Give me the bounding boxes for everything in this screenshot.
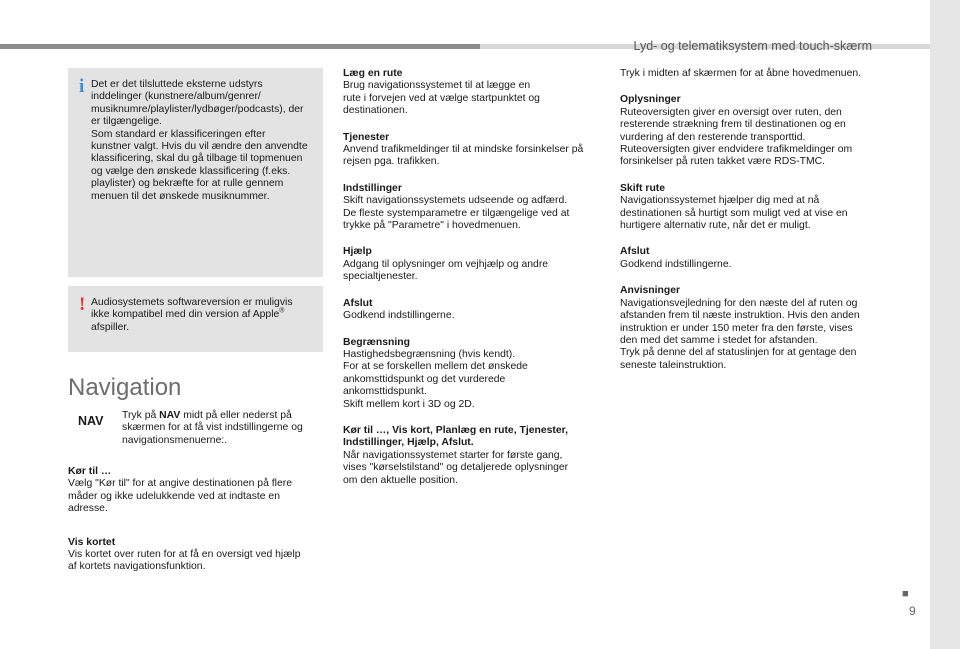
header-rule-dark — [0, 44, 480, 49]
info-line: er tilgængelige. — [91, 116, 163, 128]
section-heading: Vis kortet — [68, 536, 116, 548]
section-tjenester — [343, 132, 605, 169]
running-header: Lyd- og telematiksystem med touch-skærm — [633, 39, 872, 53]
registered-mark: ® — [279, 307, 285, 315]
body-line: trykke på "Parametre" i hovedmenuen. — [343, 220, 521, 232]
section-heading: Oplysninger — [620, 94, 681, 106]
section-heading: Tjenester — [343, 131, 390, 143]
body-line: adresse. — [68, 503, 108, 515]
nav-intro-bold: NAV — [159, 410, 181, 421]
section-heading: Kør til … — [68, 466, 112, 477]
section-title: Navigation — [68, 374, 182, 401]
body-line: specialtjenester. — [343, 271, 418, 283]
nav-intro-post: midt på eller nederst på — [180, 410, 292, 421]
column-middle — [343, 68, 605, 501]
body-line: ankomsttidspunkt og det vurderede — [343, 373, 506, 385]
section-heading: Hjælp — [343, 246, 372, 258]
nav-intro-line: skærmen for at få vist indstillingerne og — [122, 422, 303, 434]
nav-intro-line — [122, 410, 322, 422]
warning-line — [91, 309, 317, 321]
body-line: Ruteoversigten giver en oversigt over ruten, den — [620, 106, 842, 118]
body-line: af kortets navigationsfunktion. — [68, 561, 206, 573]
section-startup — [343, 425, 605, 487]
body-line: vurdering af den resterende transporttid. — [620, 131, 806, 143]
body-line: Skift navigationssystemets udseende og adfærd. — [343, 195, 568, 207]
body-line: ankomsttidspunkt. — [343, 386, 427, 398]
body-line: Tryk på denne del af statuslinjen for at gentage den — [620, 347, 857, 359]
body-line: Hastighedsbegrænsning (hvis kendt). — [343, 348, 516, 360]
body-line: Navigationssystemet hjælper dig med at nå — [620, 195, 820, 207]
warning-text — [91, 297, 317, 334]
body-line: resterende strækning frem til destinationen og en — [620, 119, 846, 131]
section-koer-til — [68, 466, 323, 516]
section-main-menu — [620, 68, 885, 80]
info-box — [68, 68, 323, 277]
section-skift-rute — [620, 183, 885, 233]
body-line: Brug navigationssystemet til at lægge en — [343, 80, 531, 92]
info-line: Det er det tilsluttede eksterne udstyrs — [91, 79, 263, 90]
section-heading: Indstillinger — [343, 182, 402, 194]
body-line: Godkend indstillingerne. — [343, 310, 455, 322]
section-indstillinger — [343, 183, 605, 233]
info-line: inddelinger (kunstnere/album/genrer/ — [91, 91, 261, 103]
warning-box — [68, 286, 323, 352]
info-line: menuen til det ønskede musiknummer. — [91, 190, 270, 202]
body-line: rejsen pga. trafikken. — [343, 156, 440, 168]
info-line: musiknumre/playlister/lydbøger/podcasts), der — [91, 103, 304, 115]
section-heading: Afslut — [343, 297, 373, 309]
column-left — [68, 466, 323, 588]
body-line: Anvend trafikmeldinger til at mindske forsinkelser på — [343, 144, 584, 156]
info-line: playlister) og bekræfte for at rulle gennem — [91, 178, 284, 190]
body-line: afstanden frem til næste instruktion. Hvis den anden — [620, 310, 860, 322]
page-number: 9 — [909, 604, 916, 618]
body-line: Navigationsvejledning for den næste del af ruten og — [620, 297, 858, 309]
section-laeg-en-rute — [343, 68, 605, 118]
body-line: instruktion er under 150 meter fra den første, vises — [620, 322, 853, 334]
section-heading-cont: Indstillinger, Hjælp, Afslut. — [343, 437, 474, 449]
section-heading: Læg en rute — [343, 68, 403, 79]
body-line: Ruteoversigten giver endvidere trafikmeldinger om — [620, 144, 853, 156]
section-oplysninger — [620, 94, 885, 168]
info-text — [91, 79, 317, 203]
section-vis-kortet — [68, 537, 323, 574]
body-line: Godkend indstillingerne. — [620, 258, 732, 270]
nav-intro-pre: Tryk på — [122, 410, 160, 421]
info-line: Som standard er klassificeringen efter — [91, 128, 266, 140]
body-line: Vis kortet over ruten for at få en oversigt ved hjælp — [68, 549, 301, 561]
body-line: seneste taleinstruktion. — [620, 359, 727, 371]
end-marker: ■ — [902, 588, 909, 600]
warning-line: Audiosystemets softwareversion er muligvis — [91, 297, 293, 308]
body-line: om den aktuelle position. — [343, 474, 458, 486]
body-line: hurtigere alternativ rute, når det er muligt. — [620, 220, 811, 232]
body-line: Vælg "Kør til" for at angive destinationen på flere — [68, 478, 292, 490]
section-afslut-right — [620, 246, 885, 271]
column-right — [620, 68, 885, 386]
body-line: Adgang til oplysninger om vejhjælp og andre — [343, 258, 549, 270]
section-anvisninger — [620, 285, 885, 372]
section-afslut — [343, 298, 605, 323]
warning-icon: ! — [79, 294, 86, 315]
body-line: den med det samme i stedet for afstanden. — [620, 334, 818, 346]
body-line: rute i forvejen ved at vælge startpunktet og — [343, 92, 540, 104]
warning-line-text: ikke kompatibel med din version af Apple — [91, 309, 280, 321]
body-line: måder og ikke udelukkende ved at indtaste en — [68, 490, 280, 502]
nav-button-badge: NAV — [78, 414, 104, 428]
nav-intro — [122, 410, 322, 447]
body-line: For at se forskellen mellem det ønskede — [343, 361, 528, 373]
info-line: klassificering, skal du gå tilbage til topmenuen — [91, 153, 303, 165]
body-line: vises "kørselstilstand" og detaljerede oplysninger — [343, 462, 569, 474]
info-line: og vælge den ønskede klassificering (f.eks. — [91, 165, 291, 177]
warning-line: afspiller. — [91, 321, 130, 333]
section-heading: Kør til …, Vis kort, Planlæg en rute, Tjenester, — [343, 424, 568, 436]
nav-intro-line: navigationsmenuerne:. — [122, 434, 228, 446]
body-line: Tryk i midten af skærmen for at åbne hovedmenuen. — [620, 68, 862, 79]
section-heading: Begrænsning — [343, 336, 410, 348]
body-line: destinationen. — [343, 105, 408, 117]
body-line: Når navigationssystemet starter for første gang, — [343, 449, 563, 461]
body-line: destinationen så hurtigt som muligt ved at vise en — [620, 207, 848, 219]
info-line: kunstner valgt. Hvis du vil ændre den anvendte — [91, 141, 308, 153]
section-hjaelp — [343, 246, 605, 283]
section-heading: Skift rute — [620, 182, 666, 194]
side-margin-strip — [930, 0, 960, 649]
section-heading: Afslut — [620, 246, 650, 258]
section-heading: Anvisninger — [620, 285, 681, 297]
section-begraensning — [343, 337, 605, 411]
body-line: forsinkelser på ruten takket være RDS-TMC. — [620, 156, 825, 168]
body-line: Skift mellem kort i 3D og 2D. — [343, 398, 475, 410]
info-icon: i — [79, 76, 85, 97]
body-line: De fleste systemparametre er tilgængelige ved at — [343, 207, 570, 219]
